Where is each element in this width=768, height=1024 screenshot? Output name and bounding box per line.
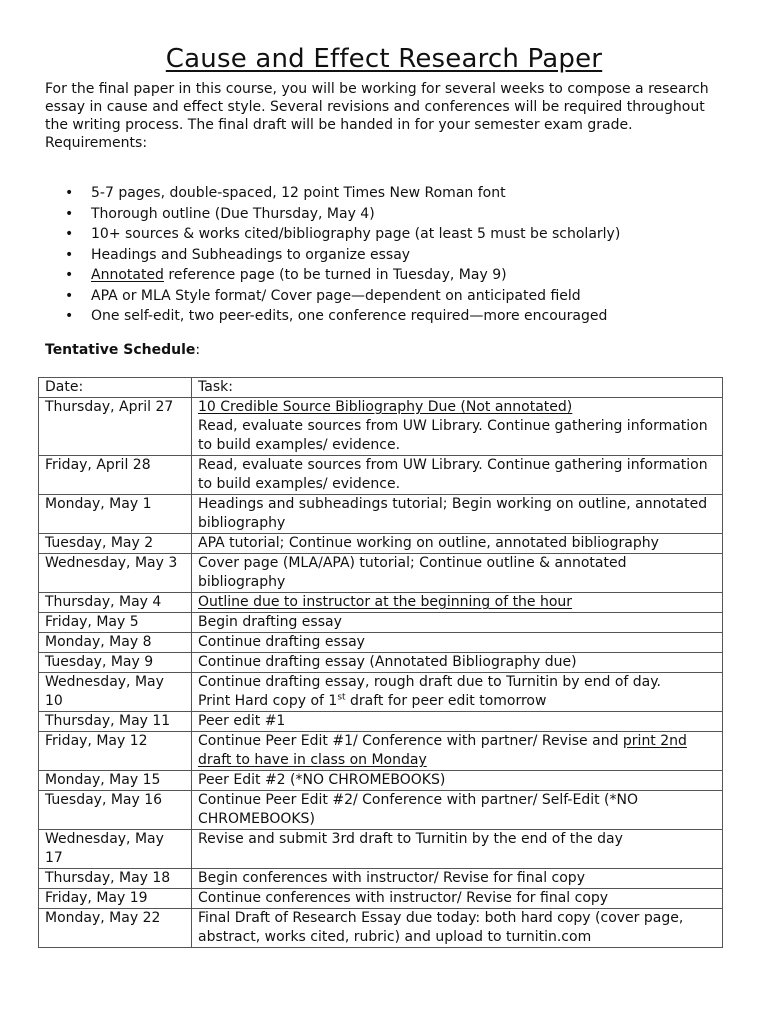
task-cell: Continue drafting essay, rough draft due to Turnitin by end of day. Print Hard copy of 1st draft for peer edit tomorrow: [192, 673, 723, 712]
date-cell: Friday, May 19: [39, 889, 192, 909]
schedule-table: [38, 377, 723, 948]
requirement-item: • Thorough outline (Due Thursday, May 4): [45, 204, 725, 225]
date-cell: Thursday, May 4: [39, 593, 192, 613]
requirement-item: • 5-7 pages, double-spaced, 12 point Times New Roman font: [45, 183, 725, 204]
table-row: [39, 712, 723, 732]
requirement-item: • APA or MLA Style format/ Cover page—dependent on anticipated field: [45, 286, 725, 307]
table-row: [39, 593, 723, 613]
table-row: [39, 732, 723, 771]
bullet-icon: •: [65, 205, 74, 222]
date-cell: Friday, May 12: [39, 732, 192, 771]
table-row: [39, 398, 723, 456]
task-cell: Read, evaluate sources from UW Library. Continue gathering information to build examples/ evidence.: [192, 456, 723, 495]
task-cell: Continue drafting essay: [192, 633, 723, 653]
table-row: [39, 869, 723, 889]
date-cell: Tuesday, May 9: [39, 653, 192, 673]
task-cell: Outline due to instructor at the beginning of the hour: [192, 593, 723, 613]
bullet-icon: •: [65, 308, 74, 324]
intro-section: [45, 80, 725, 152]
date-cell: Wednesday, May 17: [39, 830, 192, 869]
document-title: Cause and Effect Research Paper: [165, 44, 603, 74]
requirement-item: • One self-edit, two peer-edits, one conference required—more encouraged: [45, 306, 725, 327]
task-cell: Continue conferences with instructor/ Revise for final copy: [192, 889, 723, 909]
date-cell: Wednesday, May 10: [39, 673, 192, 712]
date-cell: Thursday, May 18: [39, 869, 192, 889]
date-column-header: Date:: [39, 378, 192, 398]
table-header-row: [39, 378, 723, 398]
schedule-heading: Tentative Schedule:: [45, 342, 201, 358]
table-row: [39, 791, 723, 830]
bullet-icon: •: [65, 226, 74, 242]
table-row: [39, 456, 723, 495]
requirement-item: • Annotated reference page (to be turned in Tuesday, May 9): [45, 265, 725, 286]
date-cell: Friday, May 5: [39, 613, 192, 633]
task-column-header: Task:: [192, 378, 723, 398]
table-row: [39, 534, 723, 554]
task-cell: Final Draft of Research Essay due today: both hard copy (cover page, abstract, works cited, rubric) and upload to turnitin.com: [192, 909, 723, 948]
table-row: [39, 830, 723, 869]
date-cell: Monday, May 8: [39, 633, 192, 653]
task-cell: Begin conferences with instructor/ Revise for final copy: [192, 869, 723, 889]
date-cell: Monday, May 1: [39, 495, 192, 534]
table-row: [39, 653, 723, 673]
table-row: [39, 633, 723, 653]
task-cell: 10 Credible Source Bibliography Due (Not annotated) Read, evaluate sources from UW Library. Continue gathering information to build examples/ evidence.: [192, 398, 723, 456]
table-row: [39, 554, 723, 593]
task-cell: Peer edit #1: [192, 712, 723, 732]
bullet-icon: •: [65, 246, 74, 263]
date-cell: Tuesday, May 2: [39, 534, 192, 554]
date-cell: Tuesday, May 16: [39, 791, 192, 830]
date-cell: Monday, May 15: [39, 771, 192, 791]
bullet-icon: •: [65, 287, 74, 304]
task-cell: Continue Peer Edit #2/ Conference with partner/ Self-Edit (*NO CHROMEBOOKS): [192, 791, 723, 830]
requirement-item: • Headings and Subheadings to organize essay: [45, 245, 725, 266]
date-cell: Friday, April 28: [39, 456, 192, 495]
date-cell: Wednesday, May 3: [39, 554, 192, 593]
requirements-list: [45, 183, 725, 327]
task-cell: APA tutorial; Continue working on outline, annotated bibliography: [192, 534, 723, 554]
task-cell: Continue Peer Edit #1/ Conference with partner/ Revise and print 2nd draft to have in class on Monday: [192, 732, 723, 771]
table-row: [39, 889, 723, 909]
task-cell: Begin drafting essay: [192, 613, 723, 633]
table-row: [39, 673, 723, 712]
task-cell: Peer Edit #2 (*NO CHROMEBOOKS): [192, 771, 723, 791]
date-cell: Thursday, May 11: [39, 712, 192, 732]
table-row: [39, 771, 723, 791]
table-row: [39, 909, 723, 948]
requirement-item: • 10+ sources & works cited/bibliography page (at least 5 must be scholarly): [45, 224, 725, 245]
date-cell: Monday, May 22: [39, 909, 192, 948]
bullet-icon: •: [65, 185, 74, 201]
table-row: [39, 495, 723, 534]
task-cell: Headings and subheadings tutorial; Begin working on outline, annotated bibliography: [192, 495, 723, 534]
intro-paragraph: For the final paper in this course, you will be working for several weeks to compose a research essay in cause and effect style. Several revisions and conferences will be required throughout the writing process. The final draft will be handed in for your semester exam grade.: [45, 81, 709, 133]
table-row: [39, 613, 723, 633]
task-cell: Revise and submit 3rd draft to Turnitin by the end of the day: [192, 830, 723, 869]
requirements-label: Requirements:: [45, 135, 148, 151]
task-cell: Continue drafting essay (Annotated Bibliography due): [192, 653, 723, 673]
date-cell: Thursday, April 27: [39, 398, 192, 456]
task-cell: Cover page (MLA/APA) tutorial; Continue outline & annotated bibliography: [192, 554, 723, 593]
bullet-icon: •: [65, 267, 74, 283]
